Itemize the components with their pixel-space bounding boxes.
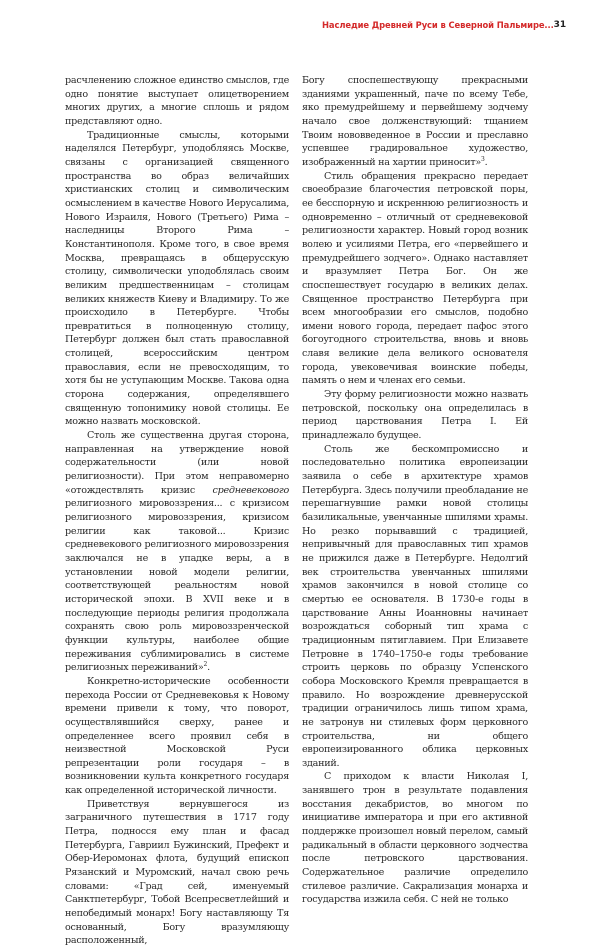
paragraph: Приветствуя вернувшегося из заграничного путешествия в 1717 году Петра, подносся ему план и фасад Петербурга, Гавриил Бужинский, Префект и Обер-Иеромонах флота, будущий епископ Рязанский и Муромский, начал свою речь словами: «Град сей, именуемый Санктпетербург, Тобой Всепресветлейший и непобедимый монарх! Богу наставляющу Тя основанный, Богу вразумляющу расположенный,: [65, 798, 289, 947]
paragraph: Конкретно-исторические особенности перехода России от Средневековья к Новому времени привели к тому, что поворот, осуществлявшийся сверху, ранее и определеннее всего проявил себя в неизвестной Московской Руси репрезентации роли государя – в возникновении культа конкретного государя как определенной исторической личности.: [65, 675, 289, 797]
page-number: 31: [553, 20, 567, 30]
running-title: Наследие Древней Руси в Северной Пальмире...: [322, 20, 554, 30]
running-header: [322, 20, 567, 30]
paragraph: Стиль обращения прекрасно передает своеобразие благочестия петровской поры, ее бесспорную и искреннюю религиозность и одновременно – отличный от средневековой религиозности характер. Новый город возник волею и усилиями Петра, его «первейшего и премудрейшего зодчего». Однако наставляет и вразумляет Петра Бог. Он же споспешествует государю в великих делах. Священное пространство Петербурга при всем многообразии его смыслов, подобно имени нового города, передает пафос этого богоугодного строительства, вновь и вновь славя великие дела великого основателя города, увековечивая воинские победы, память о нем и членах его семьи.: [302, 170, 528, 387]
left-column: [65, 74, 289, 948]
paragraph: С приходом к власти Николая I, занявшего трон в результате подавления восстания декабристов, во многом по инициативе императора и при его активной поддержке произошел новый перелом, самый радикальный в области церковного зодчества после петровского царствования. Содержательное различие определило стилевое различие. Сакрализация монарха и государства изжила себя. С ней не только: [302, 771, 528, 906]
paragraph: расчленению сложное единство смыслов, где одно понятие выступает олицетворением многих других, а многие сплошь и рядом представляют одно.: [65, 75, 289, 127]
footnote-ref: 2: [203, 661, 208, 669]
paragraph-text: религиозного мировоззрения... с кризисом религиозного мировоззрения, кризисом религии как таковой... Кризис средневекового религиозного мировоззрения заключался не в упадке веры, а в установлении новой модели религии, соответствующей реальностям новой исторической эпохи. В XVII веке и в последующие периоды религия продолжала сохранять свою роль мировоззренческой функции культуры, наиболее общие переживания сублимировались в системе религиозных переживаний»: [65, 498, 289, 674]
paragraph: Столь же бескомпромиссно и последовательно политика европеизации заявила о себе в архитектуре храмов Петербурга. Здесь получили преобладание не перешагнувшие рамки новой столицы базиликальные, увенчанные шпилями храмы. Но резко порывавший с традицией, непривычный для православных тип храмов не прижился даже в Петербурге. Недолгий век строительства увенчанных шпилями храмов закончился в новой столице со смертью ее основателя. В 1730-е годы в царствование Анны Иоанновны начинает возрождаться соборный тип храма с традиционным пятиглавием. При Елизавете Петровне в 1740–1750-е годы требование строить церковь по образцу Успенского собора Московского Кремля превращается в правило. Но возрождение древнерусской традиции ограничилось лишь типом храма, не затронув ни стилевых форм церковного строительства, ни общего европеизированного облика церковных зданий.: [302, 443, 528, 769]
paragraph: Традиционные смыслы, которыми наделялся Петербург, уподобляясь Москве, связаны с организацией священного пространства во образ величайших христианских столиц и символическим осмыслением в качестве Нового Иерусалима, Нового Израиля, Нового (Третьего) Рима – наследницы Второго Рима – Константинополя. Кроме того, в свое время Москва, превращаясь в общерусскую столицу, символически уподоблялась своим великим предшественницам – столицам великих княжеств Киеву и Владимиру. То же происходило в Петербурге. Чтобы превратиться в полноценную столицу, Петербург должен был стать православной столицей, всероссийским центром православия, если не превосходящим, то хотя бы не уступающим Москве. Такова одна сторона содержания, определявшего священную топонимику новой столицы. Ее можно назвать московской.: [65, 129, 289, 428]
paragraph-text: Богу споспешествующу прекрасными зданиями украшенный, паче по всему Тебе, яко премудрейшему и первейшему зодчему начало свое долженствующий: тщанием Твоим нововведенное в России и преславно успевшее градировальное художество, изображенный на хартии приносит»: [302, 75, 528, 168]
emphasis-text: средневекового: [212, 484, 289, 496]
footnote-ref: 3: [481, 155, 485, 163]
paragraph-end: .: [484, 156, 488, 168]
paragraph: [302, 74, 528, 170]
paragraph: Эту форму религиозности можно назвать петровской, поскольку она определилась в период царствования Петра I. Ей принадлежало будущее.: [302, 389, 528, 442]
right-column: [302, 74, 528, 907]
paragraph: [65, 429, 289, 675]
paragraph-end: .: [207, 662, 210, 674]
paragraph-text: Столь же существенна другая сторона, направленная на утверждение новой содержательности (или новой религиозности). При этом неправомерно «отождествлять кризис: [65, 430, 289, 496]
